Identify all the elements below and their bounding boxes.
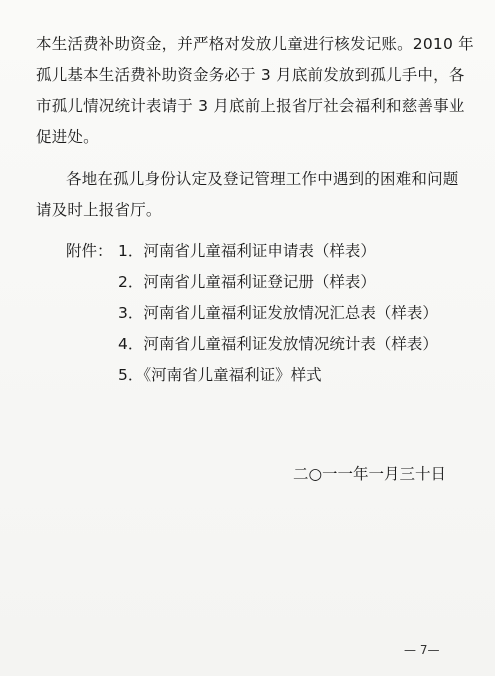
attachment-item-1: 1．河南省儿童福利证申请表（样表） [118,242,376,260]
attachment-item-3: 3．河南省儿童福利证发放情况汇总表（样表） [118,304,438,322]
paragraph1-line-1: 本生活费补助资金，并严格对发放儿童进行核发记账。2010 年 [36,35,474,53]
page-number: — 7— [404,643,440,657]
attachment-item-5: 5．《河南省儿童福利证》样式 [118,366,322,384]
attachments-label: 附件： [66,242,113,260]
paragraph2-line-2: 请及时上报省厅。 [36,201,162,219]
paragraph1-line-4: 促进处。 [36,128,99,146]
paragraph1-line-2: 孤儿基本生活费补助资金务必于 3 月底前发放到孤儿手中，各 [36,66,465,84]
attachment-item-2: 2．河南省儿童福利证登记册（样表） [118,273,376,291]
attachment-item-4: 4．河南省儿童福利证发放情况统计表（样表） [118,335,438,353]
document-date: 二○一一年一月三十日 [293,465,447,483]
paragraph1-line-3: 市孤儿情况统计表请于 3 月底前上报省厅社会福利和慈善事业 [36,97,465,115]
paragraph2-line-1: 各地在孤儿身份认定及登记管理工作中遇到的困难和问题 [66,170,459,188]
